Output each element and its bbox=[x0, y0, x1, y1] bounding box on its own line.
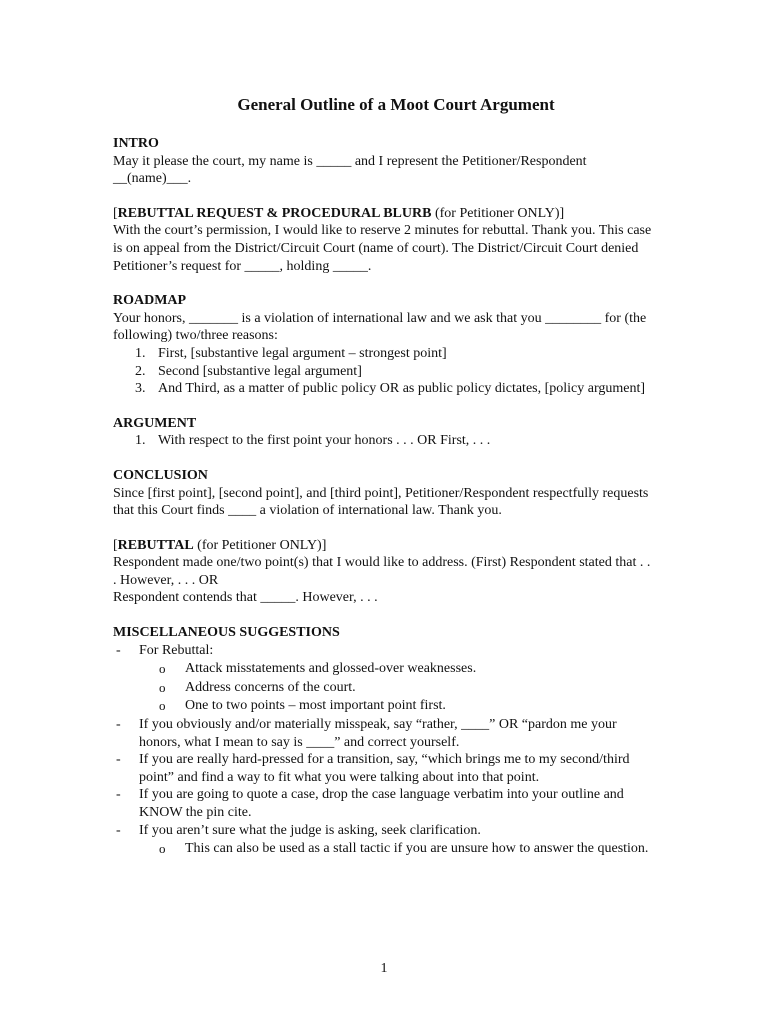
item-text: If you obviously and/or materially misspeak, say “rather, ____” OR “pardon me your honors, what I mean to say is ____” and correct yourself. bbox=[139, 717, 617, 750]
rebuttal-note: (for Petitioner ONLY)] bbox=[193, 537, 327, 553]
list-item bbox=[113, 642, 653, 715]
item-number: 1. bbox=[135, 433, 146, 449]
list-item bbox=[113, 380, 653, 398]
item-text: First, [substantive legal argument – strongest point] bbox=[158, 345, 447, 361]
document-body bbox=[113, 94, 653, 859]
sub-list bbox=[139, 660, 653, 715]
item-text: If you are going to quote a case, drop the case language verbatim into your outline and KNOW the pin cite. bbox=[139, 787, 624, 820]
section-roadmap bbox=[113, 292, 653, 398]
rebuttal-request-heading-line bbox=[113, 205, 653, 223]
dash-bullet: - bbox=[116, 752, 121, 768]
sub-item-text: Address concerns of the court. bbox=[185, 679, 356, 695]
list-item bbox=[113, 345, 653, 363]
item-text: For Rebuttal: bbox=[139, 642, 214, 658]
item-number: 1. bbox=[135, 345, 146, 361]
intro-heading: INTRO bbox=[113, 136, 159, 151]
dash-bullet: - bbox=[116, 642, 121, 658]
sub-item-text: One to two points – most important point first. bbox=[185, 698, 446, 714]
circle-bullet: o bbox=[159, 661, 166, 677]
bracket-open: [ bbox=[113, 205, 118, 221]
dash-bullet: - bbox=[116, 787, 121, 803]
bracket-open: [ bbox=[113, 537, 118, 553]
dash-bullet: - bbox=[116, 717, 121, 733]
sub-list bbox=[139, 840, 653, 858]
roadmap-list bbox=[113, 345, 653, 398]
rebuttal-heading-line bbox=[113, 537, 653, 555]
item-text: With respect to the first point your honors . . . OR First, . . . bbox=[158, 433, 491, 449]
argument-list bbox=[113, 432, 653, 450]
rebuttal-request-note: (for Petitioner ONLY)] bbox=[431, 205, 565, 221]
rebuttal-heading: REBUTTAL bbox=[117, 537, 194, 553]
section-intro bbox=[113, 135, 653, 188]
dash-bullet: - bbox=[116, 822, 121, 838]
list-item bbox=[113, 363, 653, 381]
section-conclusion bbox=[113, 467, 653, 520]
misc-heading: MISCELLANEOUS SUGGESTIONS bbox=[113, 625, 340, 641]
section-rebuttal bbox=[113, 537, 653, 607]
rebuttal-line-1: Respondent made one/two point(s) that I would like to address. (First) Respondent stated that . . . However, . . . OR bbox=[113, 555, 651, 588]
sub-list-item bbox=[139, 697, 653, 715]
page-number: 1 bbox=[380, 961, 388, 976]
list-item bbox=[113, 786, 653, 821]
list-item bbox=[113, 716, 653, 751]
section-argument bbox=[113, 415, 653, 450]
sub-list-item bbox=[139, 840, 653, 858]
section-rebuttal-request bbox=[113, 205, 653, 275]
list-item bbox=[113, 822, 653, 858]
section-misc bbox=[113, 624, 653, 858]
misc-list bbox=[113, 642, 653, 858]
circle-bullet: o bbox=[159, 841, 166, 857]
item-number: 3. bbox=[135, 381, 146, 397]
item-text: If you are really hard-pressed for a transition, say, “which brings me to my second/third point” and find a way to fit what you were talking about into that point. bbox=[139, 752, 630, 785]
roadmap-heading: ROADMAP bbox=[113, 293, 187, 309]
rebuttal-request-text: With the court’s permission, I would like to reserve 2 minutes for rebuttal. Thank you. This case is on appeal from the District/Circuit Court (name of court). The District/Circuit Court denied Petitioner’s request for _____, holding _____. bbox=[113, 223, 652, 274]
circle-bullet: o bbox=[159, 698, 166, 714]
rebuttal-line-2: Respondent contends that _____. However, . . . bbox=[113, 590, 378, 606]
item-text: Second [substantive legal argument] bbox=[158, 363, 362, 379]
sub-list-item bbox=[139, 679, 653, 697]
list-item bbox=[113, 751, 653, 786]
sub-item-text: Attack misstatements and glossed-over weaknesses. bbox=[185, 661, 477, 677]
argument-heading: ARGUMENT bbox=[113, 415, 197, 431]
item-number: 2. bbox=[135, 363, 146, 379]
circle-bullet: o bbox=[159, 679, 166, 695]
list-item bbox=[113, 432, 653, 450]
intro-text: May it please the court, my name is _____ and I represent the Petitioner/Respondent __(name)___. bbox=[113, 153, 587, 187]
rebuttal-request-heading: REBUTTAL REQUEST & PROCEDURAL BLURB bbox=[117, 205, 432, 221]
item-text: If you aren’t sure what the judge is asking, seek clarification. bbox=[139, 822, 481, 838]
roadmap-text: Your honors, _______ is a violation of international law and we ask that you ________ for (the following) two/three reasons: bbox=[113, 310, 647, 344]
item-text: And Third, as a matter of public policy OR as public policy dictates, [policy argument] bbox=[158, 381, 646, 397]
sub-item-text: This can also be used as a stall tactic if you are unsure how to answer the question. bbox=[185, 841, 649, 857]
sub-list-item bbox=[139, 660, 653, 678]
conclusion-text: Since [first point], [second point], and [third point], Petitioner/Respondent respectfully requests that this Court finds ____ a violation of international law. Thank you. bbox=[113, 485, 649, 519]
page-title: General Outline of a Moot Court Argument bbox=[237, 95, 555, 114]
conclusion-heading: CONCLUSION bbox=[113, 467, 208, 483]
